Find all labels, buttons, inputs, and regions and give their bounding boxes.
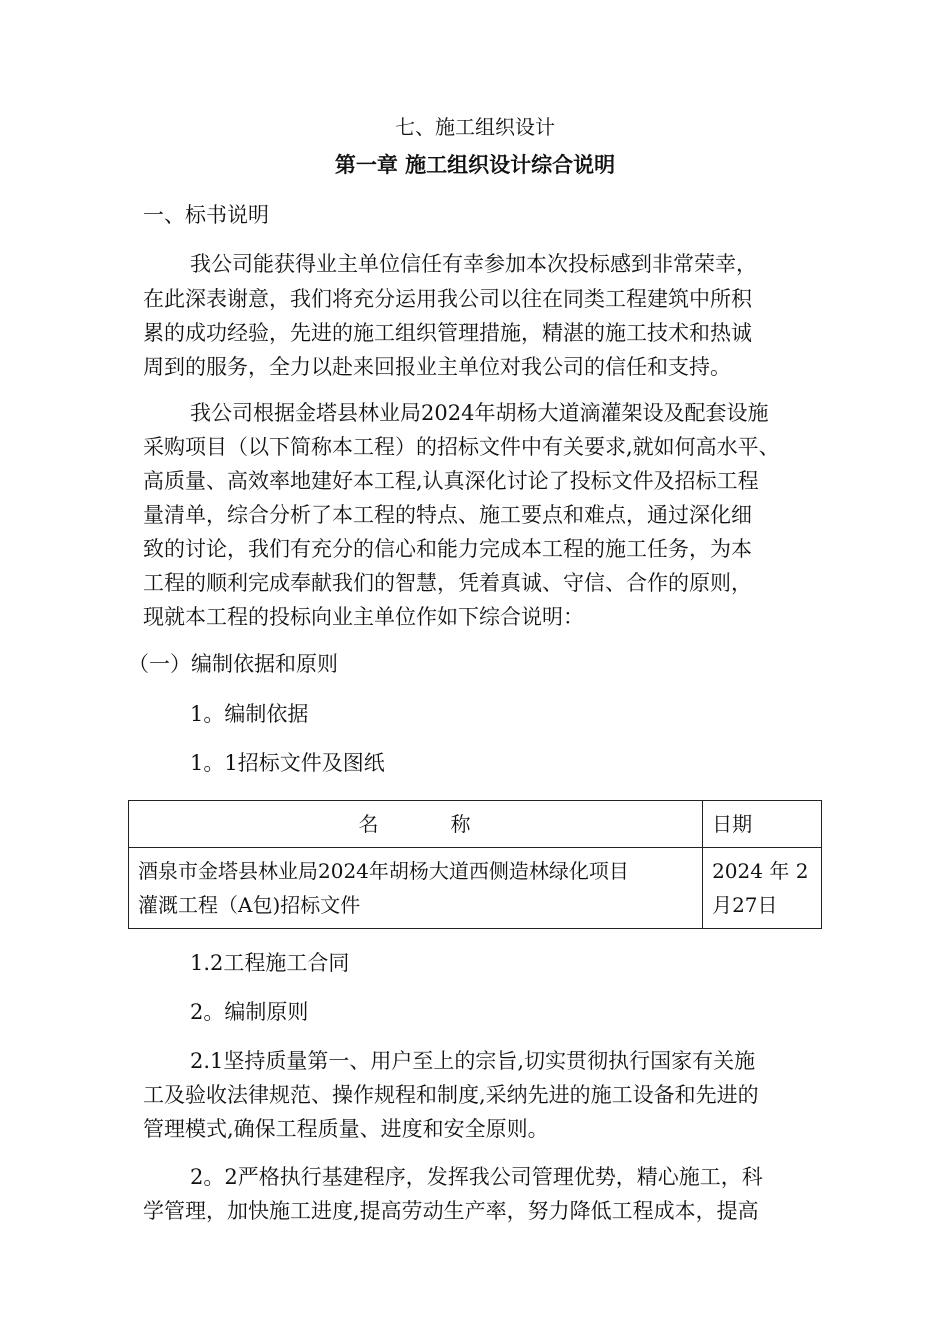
heading-principles: 2。编制原则: [190, 1000, 309, 1024]
paragraph-line: 管理模式,确保工程质量、进度和安全原则。: [143, 1117, 549, 1141]
heading-basis-and-principles: （一）编制依据和原则: [128, 652, 338, 676]
heading-bid-documents: 1。1招标文件及图纸: [190, 751, 385, 775]
section-title: 七、施工组织设计: [395, 115, 555, 139]
paragraph-line: 2.1坚持质量第一、用户至上的宗旨,切实贯彻执行国家有关施: [190, 1049, 756, 1073]
heading-basis: 1。编制依据: [190, 702, 309, 726]
chapter-title: 第一章 施工组织设计综合说明: [334, 153, 616, 177]
heading-construction-contract: 1.2工程施工合同: [190, 951, 350, 975]
cell-document-name: 酒泉市金塔县林业局2024年胡杨大道西侧造林绿化项目 灌溉工程（A包)招标文件: [129, 848, 703, 929]
paragraph-line: 周到的服务，全力以赴来回报业主单位对我公司的信任和支持。: [143, 355, 731, 379]
paragraph-line: 致的讨论，我们有充分的信心和能力完成本工程的施工任务，为本: [143, 537, 752, 561]
paragraph-line: 高质量、高效率地建好本工程,认真深化讨论了投标文件及招标工程: [143, 469, 759, 493]
paragraph-line: 现就本工程的投标向业主单位作如下综合说明：: [143, 605, 584, 629]
paragraph-line: 量清单，综合分析了本工程的特点、施工要点和难点，通过深化细: [143, 503, 752, 527]
paragraph-line: 累的成功经验，先进的施工组织管理措施，精湛的施工技术和热诚: [143, 321, 752, 345]
paragraph-line: 工及验收法律规范、操作规程和制度,采纳先进的施工设备和先进的: [143, 1083, 759, 1107]
paragraph-line: 学管理，加快施工进度,提高劳动生产率，努力降低工程成本，提高: [143, 1199, 759, 1223]
paragraph-line: 我公司根据金塔县林业局2024年胡杨大道滴灌架设及配套设施: [190, 401, 769, 425]
bid-documents-table: [128, 800, 822, 929]
paragraph-line: 我公司能获得业主单位信任有幸参加本次投标感到非常荣幸，: [190, 252, 757, 276]
cell-document-date: 2024 年 2 月27日: [703, 848, 822, 929]
table-row: [129, 848, 822, 929]
paragraph-line: 2。2严格执行基建程序，发挥我公司管理优势，精心施工，科: [190, 1165, 763, 1189]
header-name: 名 称: [129, 801, 703, 848]
paragraph-line: 工程的顺利完成奉献我们的智慧，凭着真诚、守信、合作的原则，: [143, 571, 752, 595]
heading-bid-description: 一、标书说明: [143, 203, 269, 227]
paragraph-line: 在此深表谢意，我们将充分运用我公司以往在同类工程建筑中所积: [143, 287, 752, 311]
table-header-row: [129, 801, 822, 848]
paragraph-line: 采购项目（以下简称本工程）的招标文件中有关要求,就如何高水平、: [143, 435, 780, 459]
header-date: 日期: [703, 801, 822, 848]
